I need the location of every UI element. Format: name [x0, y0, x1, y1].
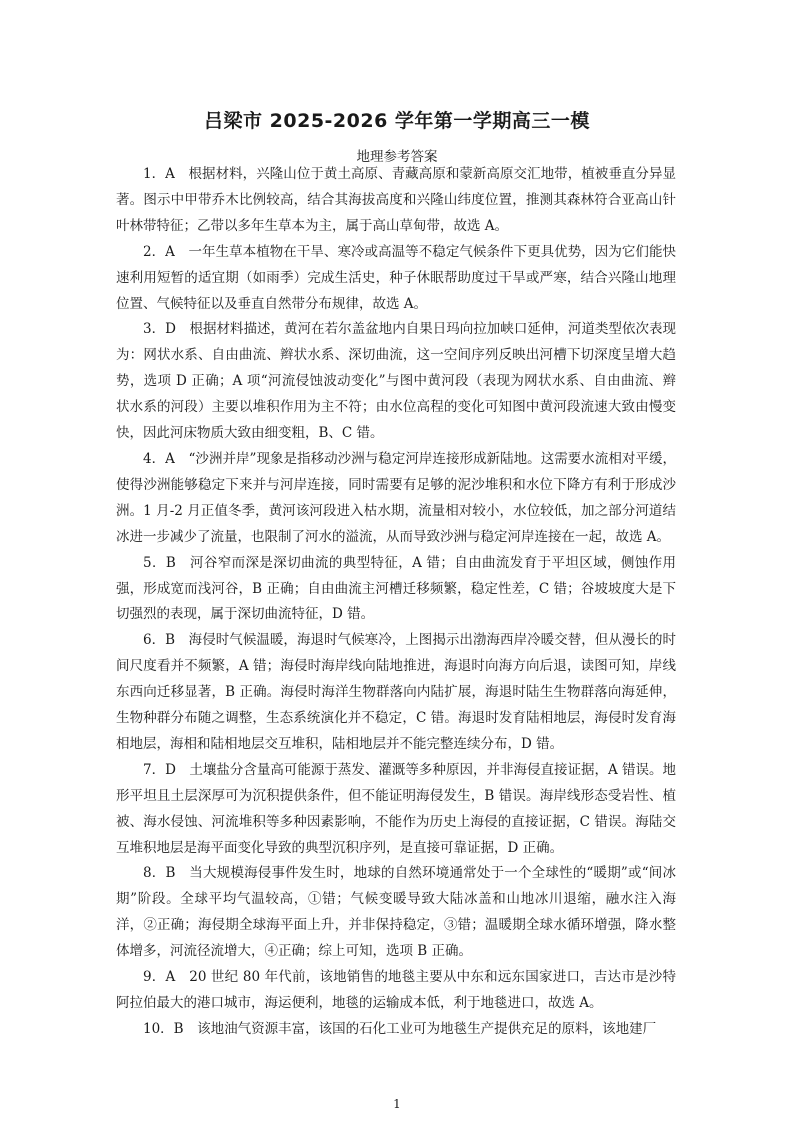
document-title: 吕梁市 2025-2026 学年第一学期高三一模: [204, 110, 590, 132]
page-number: 1: [393, 1097, 401, 1111]
answer-5: 5．B 河谷窄而深是深切曲流的典型特征，A 错；自由曲流发育于平坦区域，侧蚀作用强，形成宽而浅河谷，B 正确；自由曲流主河槽迁移频繁，稳定性差，C 错；谷坡坡度大是下切强烈的表现，属于深切曲流特征，D 错。: [116, 554, 676, 623]
answer-1: 1．A 根据材料，兴隆山位于黄土高原、青藏高原和蒙新高原交汇地带，植被垂直分异显著。图示中甲带乔木比例较高，结合其海拔高度和兴隆山纬度位置，推测其森林符合亚高山针叶林带特征；乙带以多年生草本为主，属于高山草甸带，故选 A。: [116, 166, 676, 234]
answer-3: 3．D 根据材料描述，黄河在若尔盖盆地内自果日玛向拉加峡口延伸，河道类型依次表现为：网状水系、自由曲流、辫状水系、深切曲流，这一空间序列反映出河槽下切深度呈增大趋势，选项 D 正确；A 项“河流侵蚀波动变化”与图中黄河段（表现为网状水系、自由曲流、辫状水系的河段）主要以堆积作用为主不符；由水位高程的变化可知图中黄河段流速大致由慢变快，因此河床物质大致由细变粗，B、C 错。: [116, 321, 676, 442]
document-subtitle: 地理参考答案: [356, 149, 438, 165]
answer-2: 2．A 一年生草本植物在干旱、寒冷或高温等不稳定气候条件下更具优势，因为它们能快速利用短暂的适宜期（如雨季）完成生活史，种子休眠帮助度过干旱或严寒，结合兴隆山地理位置、气候特征以及垂直自然带分布规律，故选 A。: [116, 243, 676, 312]
answer-7: 7．D 土壤盐分含量高可能源于蒸发、灌溉等多种原因，并非海侵直接证据，A 错误。地形平坦且土层深厚可为沉积提供条件，但不能证明海侵发生，B 错误。海岸线形态受岩性、植被、海水侵蚀、河流堆积等多种因素影响，不能作为历史上海侵的直接证据，C 错误。海陆交互堆积地层是海平面变化导致的典型沉积序列，是直接可靠证据，D 正确。: [116, 761, 676, 856]
answer-9: 9．A 20 世纪 80 年代前，该地销售的地毯主要从中东和远东国家进口，吉达市是沙特阿拉伯最大的港口城市，海运便利，地毯的运输成本低，利于地毯进口，故选 A。: [116, 969, 676, 1011]
answer-10: 10．B 该地油气资源丰富，该国的石化工业可为地毯生产提供充足的原料，该地建厂: [143, 1020, 657, 1037]
answer-4: 4．A “沙洲并岸”现象是指移动沙洲与稳定河岸连接形成新陆地。这需要水流相对平缓，使得沙洲能够稳定下来并与河岸连接，同时需要有足够的泥沙堆积和水位下降方有利于形成沙洲。1 月-2 月正值冬季，黄河该河段进入枯水期，流量相对较小，水位较低，加之部分河道结冰进一步减少了流量，也限制了河水的溢流，从而导致沙洲与稳定河岸连接在一起，故选 A。: [116, 450, 676, 545]
answer-list: [116, 162, 676, 1043]
answer-8: 8．B 当大规模海侵事件发生时，地球的自然环境通常处于一个全球性的“暖期”或“间冰期”阶段。全球平均气温较高，①错；气候变暖导致大陆冰盖和山地冰川退缩，融水注入海洋，②正确；海侵期全球海平面上升，并非保持稳定，③错；温暖期全球水循环增强，降水整体增多，河流径流增大，④正确；综上可知，选项 B 正确。: [116, 865, 676, 960]
answer-6: 6．B 海侵时气候温暖，海退时气候寒冷，上图揭示出渤海西岸冷暖交替，但从漫长的时间尺度看并不频繁，A 错；海侵时海岸线向陆地推进，海退时向海方向后退，读图可知，岸线东西向迁移显著，B 正确。海侵时海洋生物群落向内陆扩展，海退时陆生生物群落向海延伸，生物种群分布随之调整，生态系统演化并不稳定，C 错。海退时发育陆相地层，海侵时发育海相地层，海相和陆相地层交互堆积，陆相地层并不能完整连续分布，D 错。: [116, 632, 676, 752]
